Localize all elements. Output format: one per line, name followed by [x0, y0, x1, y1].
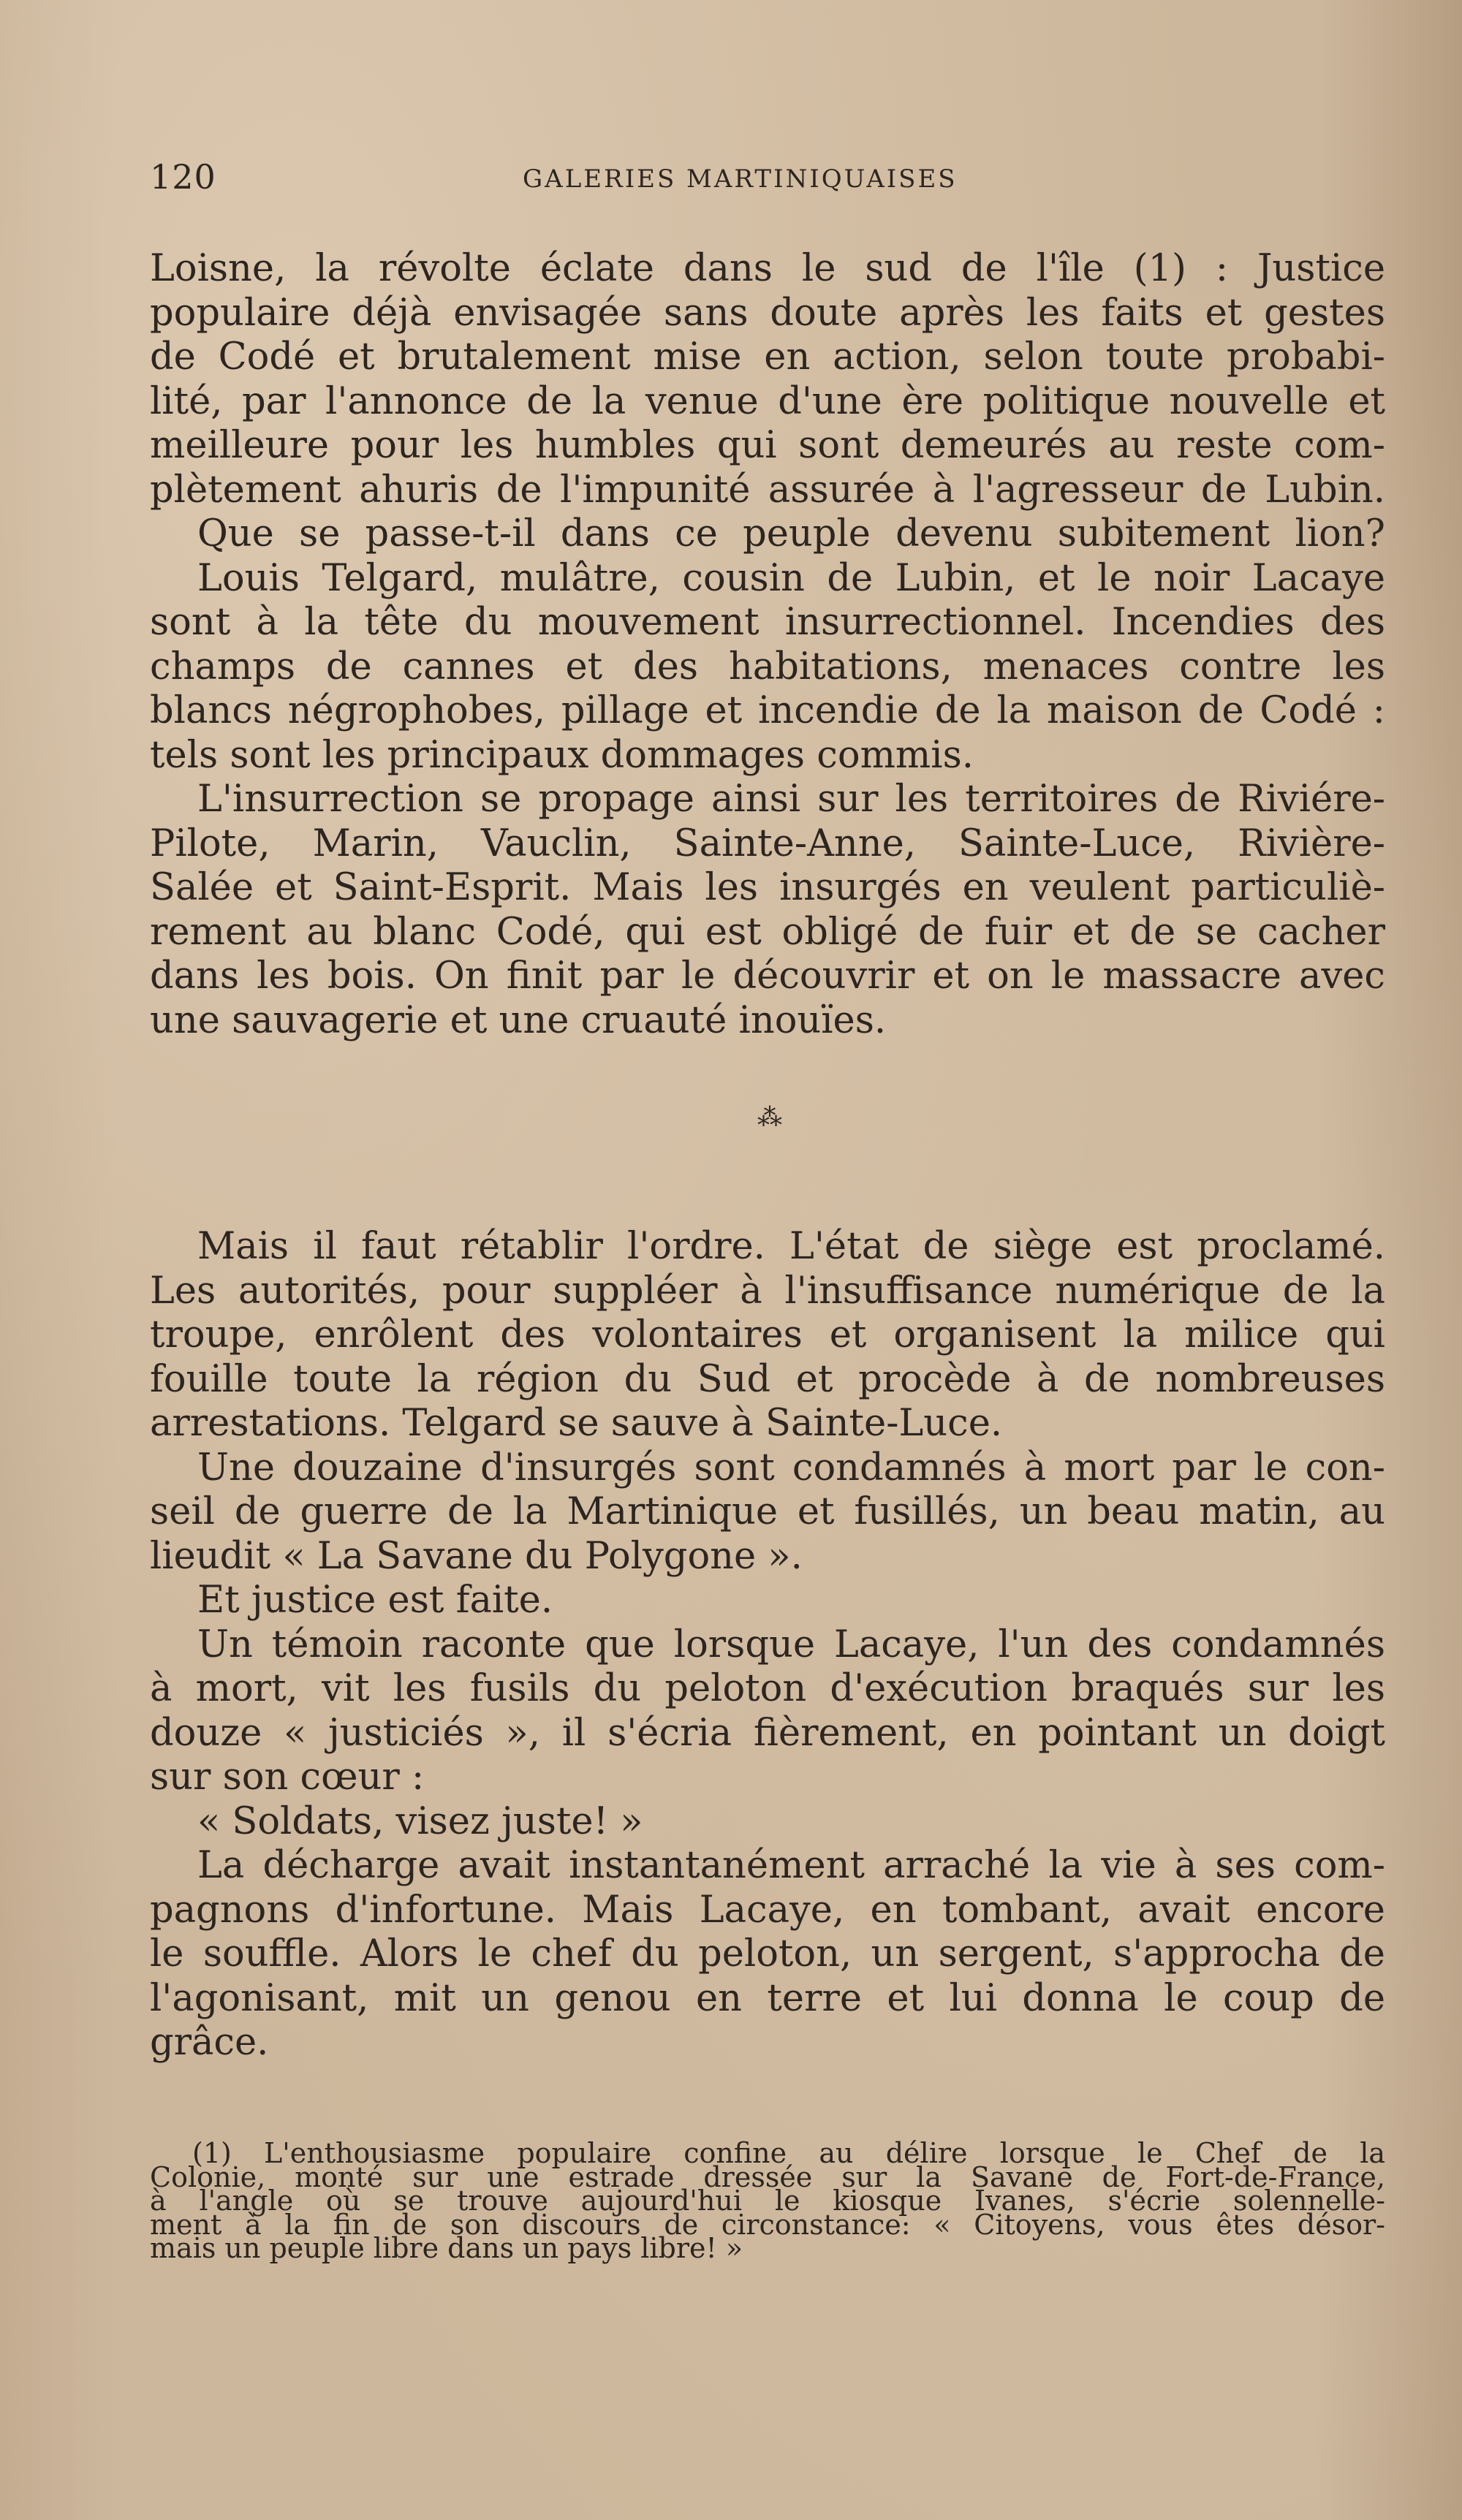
text-line: sont à la tête du mouvement insurrectionnel. Incendies des	[150, 601, 1385, 644]
text-line: sur son cœur :	[150, 1756, 425, 1799]
text-line: L'insurrection se propage ainsi sur les territoires de Riviére-	[197, 778, 1385, 821]
text-line: Salée et Saint-Esprit. Mais les insurgés en veulent particuliè-	[150, 866, 1385, 909]
page-number: 120	[150, 157, 216, 197]
text-line: le souffle. Alors le chef du peloton, un sergent, s'approcha de	[150, 1932, 1385, 1976]
text-line: grâce.	[150, 2021, 269, 2064]
footnote-line: à l'angle où se trouve aujourd'hui le kiosque Ivanes, s'écrie solennelle-	[150, 2185, 1385, 2217]
text-line: La décharge avait instantanément arraché la vie à ses com-	[197, 1844, 1385, 1887]
text-line: une sauvagerie et une cruauté inouïes.	[150, 998, 887, 1042]
text-line: fouille toute la région du Sud et procède à de nombreuses	[150, 1357, 1385, 1401]
text-line: troupe, enrôlent des volontaires et organisent la milice qui	[150, 1313, 1385, 1356]
text-line: Une douzaine d'insurgés sont condamnés à mort par le con-	[197, 1446, 1385, 1489]
text-line: arrestations. Telgard se sauve à Sainte-Luce.	[150, 1402, 1003, 1445]
text-line: Que se passe-t-il dans ce peuple devenu subitement lion?	[197, 512, 1385, 555]
text-line: Les autorités, pour suppléer à l'insuffisance numérique de la	[150, 1269, 1385, 1313]
running-title: GALERIES MARTINIQUAISES	[523, 164, 958, 194]
text-line: champs de cannes et des habitations, menaces contre les	[150, 645, 1385, 688]
text-line: pagnons d'infortune. Mais Lacaye, en tombant, avait encore	[150, 1888, 1385, 1932]
page-header	[150, 157, 1393, 201]
body-section-2	[150, 1225, 1385, 2065]
footnote-line: (1) L'enthousiasme populaire confine au délire lorsque le Chef de la	[192, 2137, 1385, 2169]
text-line: populaire déjà envisagée sans doute après les faits et gestes	[150, 291, 1385, 335]
text-line: rement au blanc Codé, qui est obligé de fuir et de se cacher	[150, 910, 1385, 954]
text-line: de Codé et brutalement mise en action, selon toute probabi-	[150, 335, 1385, 379]
footnote-line: Colonie, monté sur une estrade dressée sur la Savane de Fort-de-France,	[150, 2160, 1385, 2193]
text-line: Un témoin raconte que lorsque Lacaye, l'un des condamnés	[197, 1623, 1385, 1666]
text-line: meilleure pour les humbles qui sont demeurés au reste com-	[150, 424, 1385, 467]
footnote	[150, 2137, 1385, 2264]
text-line: « Soldats, visez juste! »	[197, 1799, 643, 1843]
text-line: lité, par l'annonce de la venue d'une ère politique nouvelle et	[150, 379, 1385, 423]
text-line: tels sont les principaux dommages commis.	[150, 733, 974, 777]
text-line: blancs négrophobes, pillage et incendie de la maison de Codé :	[150, 689, 1385, 732]
text-line: douze « justiciés », il s'écria fièrement, en pointant un doigt	[150, 1711, 1385, 1755]
text-line: Loisne, la révolte éclate dans le sud de l'île (1) : Justice	[150, 247, 1385, 290]
footnote-line: mais un peuple libre dans un pays libre! »	[150, 2232, 743, 2264]
text-line: plètement ahuris de l'impunité assurée à l'agresseur de Lubin.	[150, 468, 1385, 512]
text-line: dans les bois. On finit par le découvrir et on le massacre avec	[150, 955, 1385, 998]
text-line: lieudit « La Savane du Polygone ».	[150, 1534, 803, 1578]
text-line: l'agonisant, mit un genou en terre et lui donna le coup de	[150, 1976, 1385, 2020]
body-section-1	[150, 247, 1385, 1043]
text-line: Pilote, Marin, Vauclin, Sainte-Anne, Sainte-Luce, Rivière-	[150, 821, 1385, 865]
text-line: Louis Telgard, mulâtre, cousin de Lubin, et le noir Lacaye	[197, 556, 1385, 600]
text-line: Mais il faut rétablir l'ordre. L'état de siège est proclamé.	[197, 1225, 1385, 1268]
text-line: à mort, vit les fusils du peloton d'exécution braqués sur les	[150, 1667, 1385, 1710]
text-line: seil de guerre de la Martinique et fusillés, un beau matin, au	[150, 1490, 1385, 1533]
text-line: Et justice est faite.	[197, 1579, 553, 1622]
footnote-line: ment à la fin de son discours de circonstance: « Citoyens, vous êtes désor-	[150, 2208, 1385, 2241]
asterism-separator: ⁂	[757, 1103, 782, 1132]
